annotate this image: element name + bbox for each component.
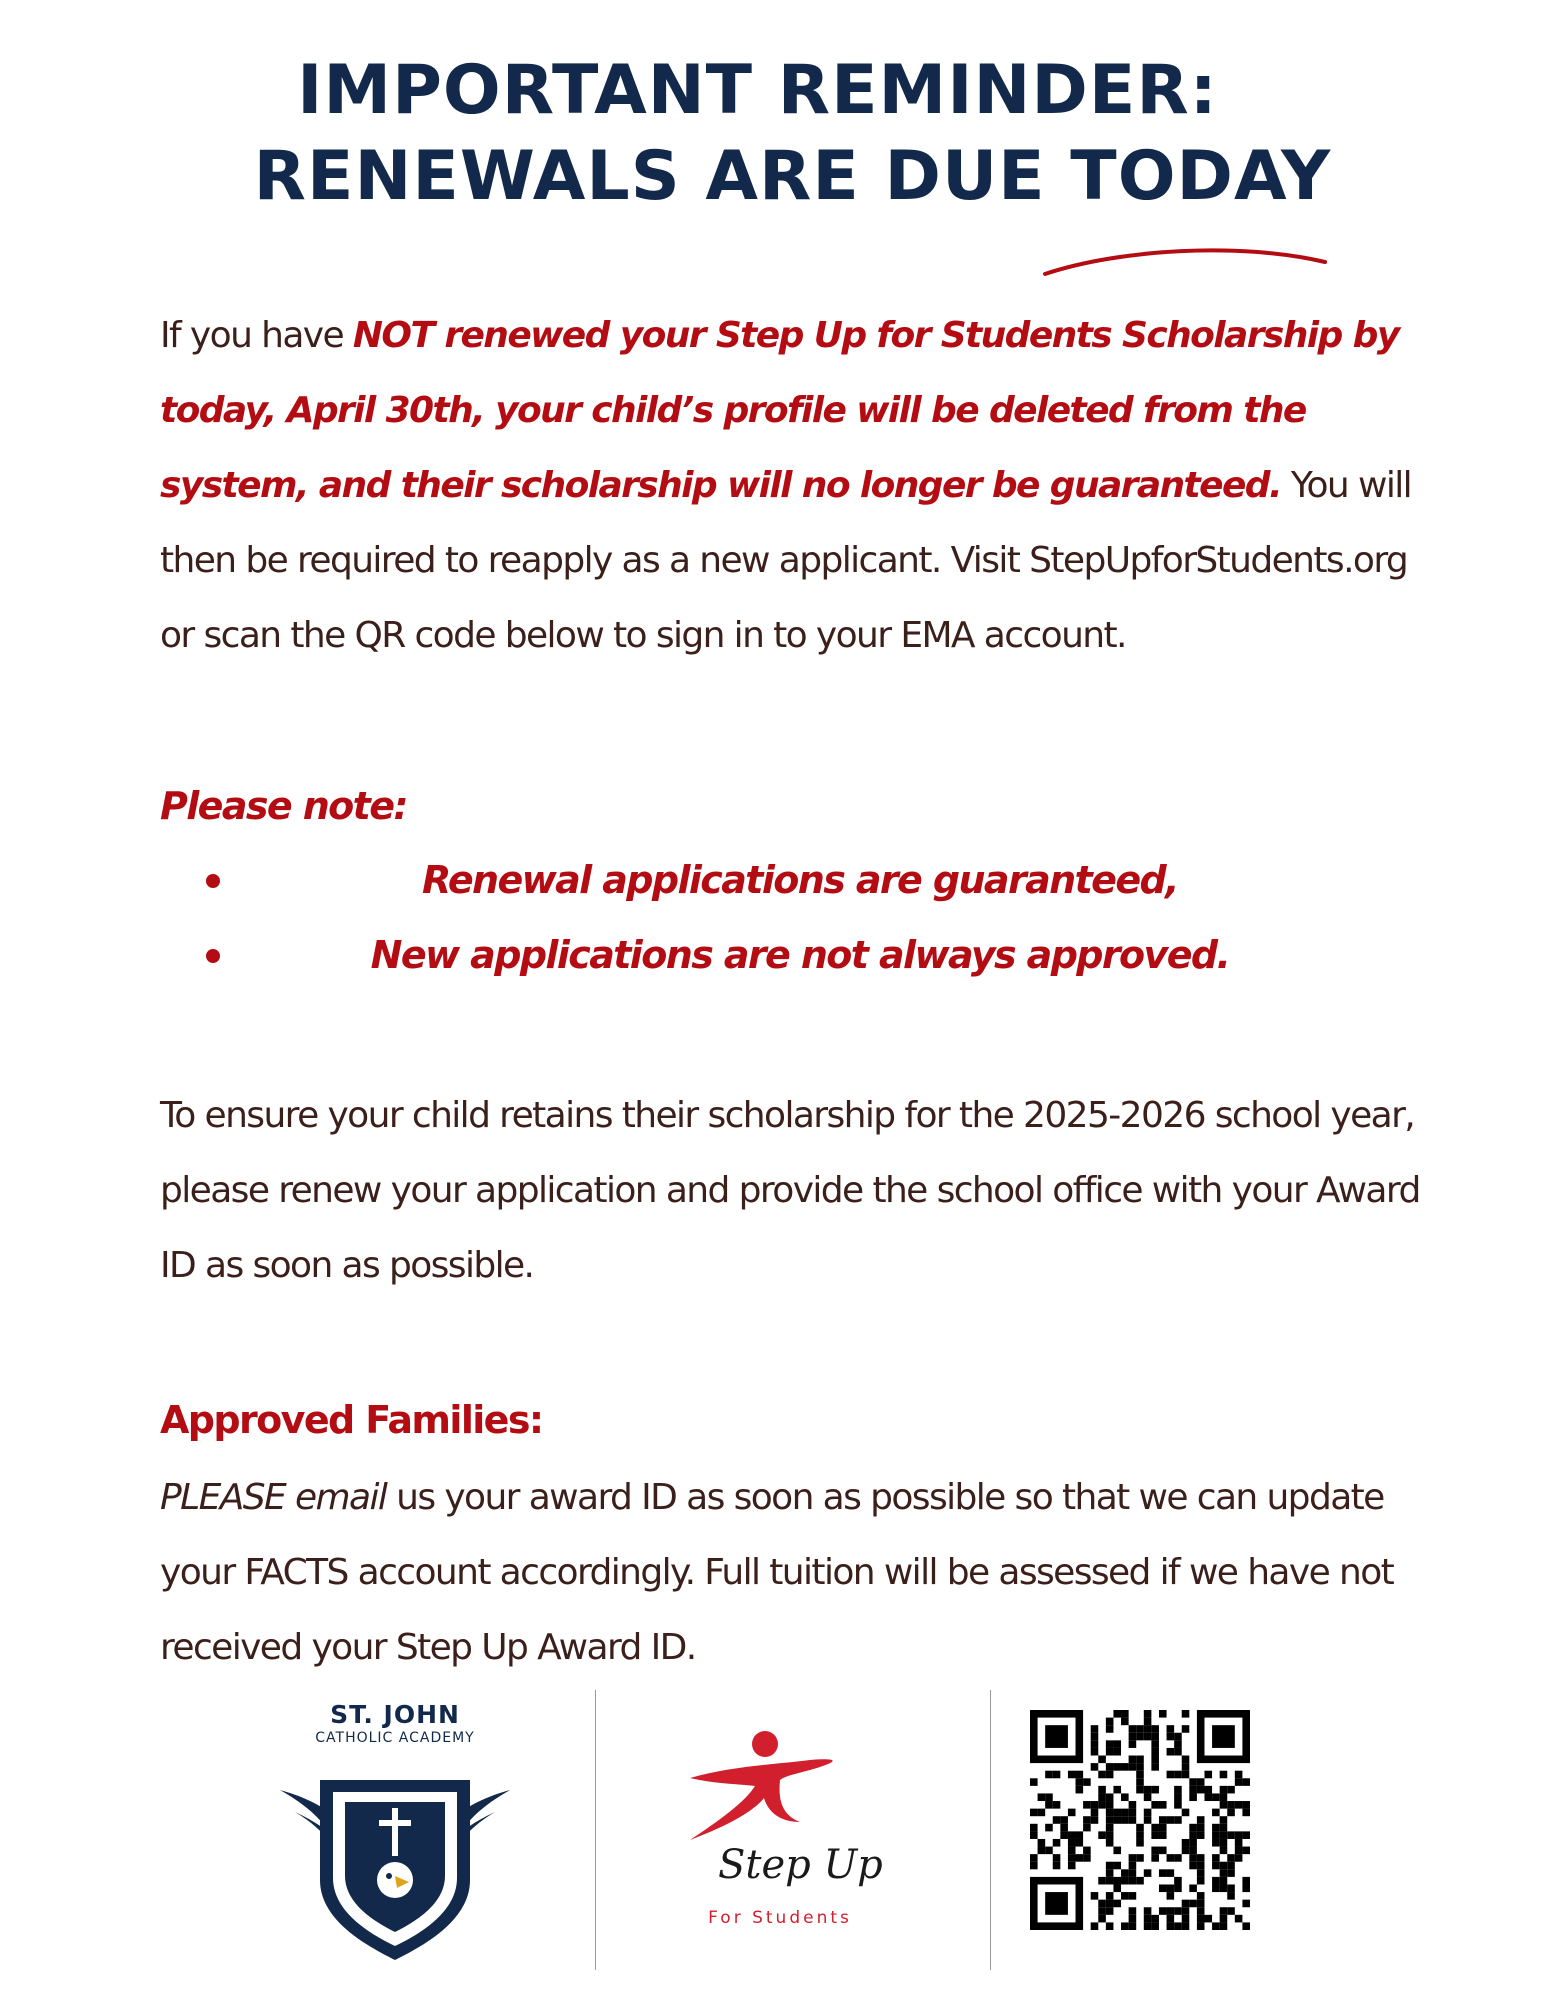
running-figure-icon <box>660 1730 890 1860</box>
school-subtitle: CATHOLIC ACADEMY <box>315 1730 475 1746</box>
stepup-subtitle: For Students <box>708 1908 852 1928</box>
deadline-warning: NOT renewed your Step Up for Students Scholarship by today, April 30th, your child’s profile will be deleted from the system, and their scholarship will no longer be guaranteed. <box>160 315 1399 506</box>
please-email-emphasis: PLEASE email <box>160 1477 387 1518</box>
list-item <box>160 850 1360 925</box>
school-name: ST. JOHN <box>330 1700 460 1729</box>
st-john-academy-logo <box>275 1700 515 1965</box>
heading-line-1: IMPORTANT REMINDER: <box>297 51 1218 130</box>
bullet-icon <box>206 874 220 888</box>
red-underline-swoosh <box>1040 244 1330 284</box>
please-note-label: Please note: <box>160 784 408 828</box>
paragraph-intro: If you have <box>160 315 353 356</box>
qr-code[interactable] <box>1030 1710 1250 1930</box>
approved-rest: us your award ID as soon as possible so that we can update your FACTS account accordingly. Full tuition will be assessed if we have not received your Step Up Award ID. <box>160 1477 1394 1668</box>
paragraph-rest: You will then be required to reapply as a new applicant. Visit StepUpforStudents.org or scan the QR code below to sign in to your EMA account. <box>160 465 1412 656</box>
list-item <box>160 925 1360 1000</box>
heading-line-2: RENEWALS ARE DUE TODAY <box>253 137 1332 216</box>
retain-scholarship-paragraph: To ensure your child retains their scholarship for the 2025-2026 school year, please renew your application and provide the school office with your Award ID as soon as possible. <box>160 1095 1420 1286</box>
bullet-icon <box>206 949 220 963</box>
approved-families-paragraph <box>160 1460 1420 1685</box>
note-bullet-list <box>160 850 1360 1000</box>
step-up-for-students-logo <box>660 1730 890 1940</box>
stepup-script-text: Step Up <box>718 1842 883 1888</box>
renewal-warning-paragraph <box>160 298 1420 673</box>
logo-divider <box>990 1690 991 1970</box>
logo-footer <box>0 1690 1545 1980</box>
bullet-text: Renewal applications are guaranteed, <box>422 858 1178 902</box>
approved-families-label: Approved Families: <box>160 1398 543 1442</box>
flyer-heading <box>0 48 1545 220</box>
bullet-text: New applications are not always approved. <box>370 933 1230 977</box>
logo-divider <box>595 1690 596 1970</box>
eagle-shield-icon <box>275 1750 515 1965</box>
